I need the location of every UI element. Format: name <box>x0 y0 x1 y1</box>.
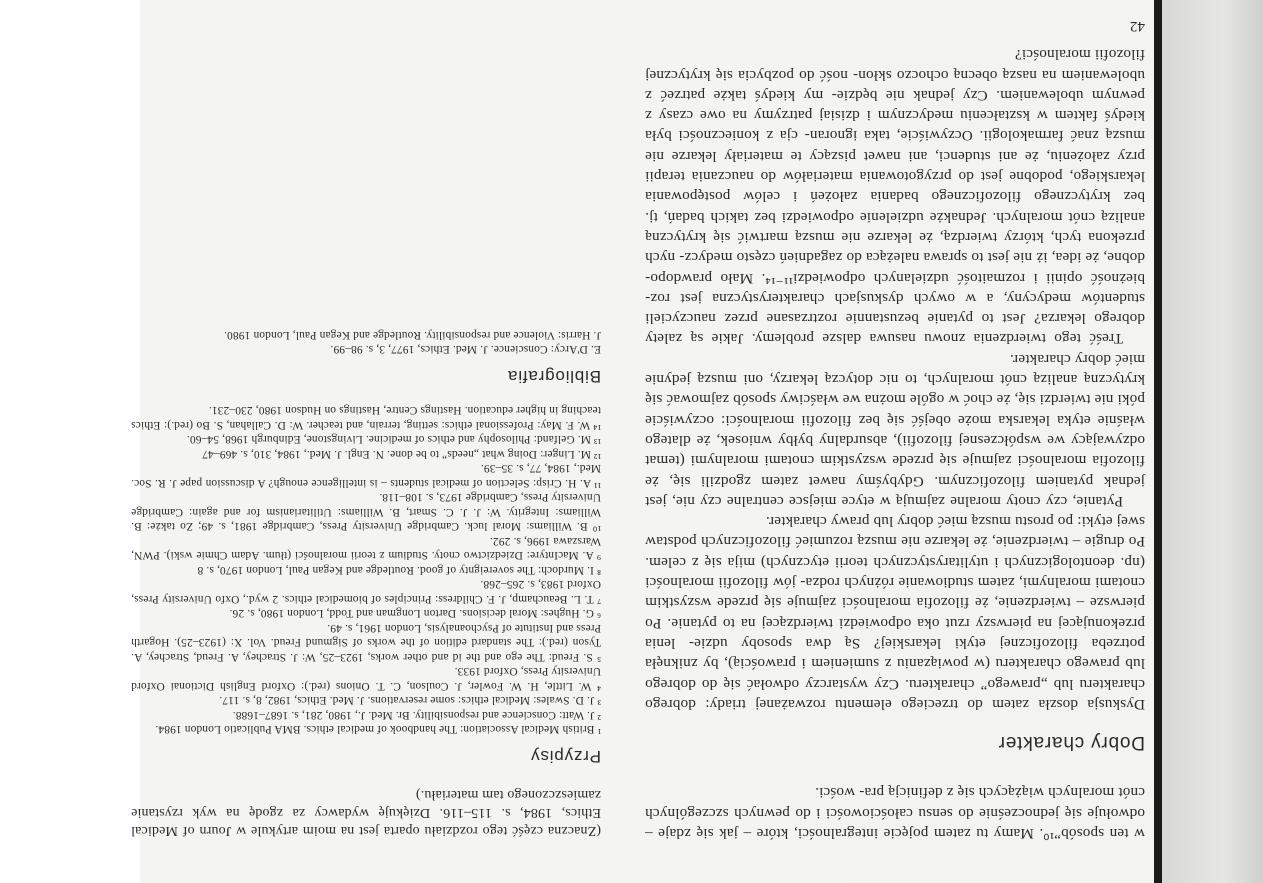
bibliography-entry: J. Harris: Violence and responsibility. Routledge and Kegan Paul, London 1980. <box>223 329 601 341</box>
footnote: ⁹ A. MacIntyre: Dziedzictwo cnoty. Studium z teorii moralności (tłum. Adam Chmie wski). PWN, Warszawa 1996, s. 292. <box>131 535 601 562</box>
bibliography-heading: Bibliografia <box>507 367 601 386</box>
notes-column <box>131 328 601 883</box>
footnote: ¹³ M. Gelfand: Philosophy and ethics of medicine. Livingstone, Edinburgh 1968, 54–60. <box>186 433 601 446</box>
continued-paragraph: w ten sposób”¹⁰. Mamy tu zatem pojęcie integralności, które – jak się zdaje – odwołuje się jednocześnie do sensu całościowości i do pewnych szczególnych cnót moralnych wiążących się z definicją pra- wości. <box>645 784 1145 842</box>
footnote: ¹⁰ B. Williams: Moral luck. Cambridge University Press, Cambridge 1981, s. 49; Zo także: B. Williams: Integrity. W: J. J. C. Smart, B. Williams: Utilitarianism for and again: Cambridge University Press, Cambridge 1973, s. 108–118. <box>131 491 601 533</box>
body-paragraph: Dyskusja doszła zatem do trzeciego elementu rozważanej triady: dobrego charakteru lub „prawego” charakteru. Czy wystarczy odwołać się do dobrego lub prawego charakteru (w powiązaniu z sumieniem i prawością), by zniknęła potrzeba filozoficznej etyki lekarskiej? Są dwa sposoby udzie- lenia przekonującej na pierwszy rzut oka odpowiedzi twierdzącej na to pytanie. Po pierwsze – twierdzenie, że filozofia moralności zajmuje się przede wszystkim cnotami moralnymi, zatem studiowanie różnych rodza- jów filozofii moralności (np. deontologicznych i utylitarystycznych teorii etycznych) mija się z celem. Po drugie – twierdzenie, że lekarze nie muszą rozumieć filozoficznych podstaw swej etyki: po prostu muszą mieć dobry lub prawy charakter. <box>645 513 1145 713</box>
footnote: ⁸ I. Murdoch: The sovereignty of good. Routledge and Kegan Paul, London 1970, s. 8 <box>197 564 601 576</box>
book-gutter-shadow <box>1154 0 1162 883</box>
body-paragraph: Pytanie, czy cnoty moralne zajmują w etyce miejsce centralne czy nie, jest jednak pytaniem filozoficznym. Gdybyśmy nawet zatem zgodzili się, że filozofia moralności zajmuje się przede wszystkim cnotami moralnymi (temat odzywający we współczesnej filozofii), absurdalny byłby wniosek, że dlatego właśnie etyka lekarska może obejść się bez filozofii moralności: oczywiście póki nie twierdzi się, że choć w ogóle można we właściwy sposób zajmować się krytyczną analizą cnót moralnych, to nic dotyczą lekarzy, oni muszą jedynie mieć dobry charakter. <box>645 350 1145 510</box>
page-number: 42 <box>1129 18 1145 35</box>
adjacent-page-edge <box>1161 0 1263 883</box>
footnote: ¹¹ A. H. Crisp: Selection of medical students – is intelligence enough? A discussion pape J. R. Soc. Med., 1984, 77, s. 35–39. <box>131 462 601 489</box>
section-heading: Dobry charakter <box>997 732 1145 754</box>
body-paragraph: Treść tego twierdzenia znowu nasuwa dalsze problemy. Jakie są zalety dobrego lekarza? Jest to pytanie bezustannie roztrzasane przez nauczycieli studentów medycyny, a w owych dyskusjach charakterystyczna jest roz- bieżność opinii i rozmaitość udzielanych odpowiedzi¹¹⁻¹⁴. Mało prawdopo- dobne, że idea, iż nie jest to sprawa należąca do zagadnień często medycz- nych przekona tych, którzy twierdzą, że lekarze nie muszą martwić się krytyczną analizą cnót moralnych. Jednakże udzielenie odpowiedzi bez takich badań, tj. bez krytycznego filozoficznego badania założeń i celów postępowania lekarskiego, podobne jest do przygotowania materiałów do nauczania terapii przy założeniu, że ani studenci, ani nawet piszący te materiały lekarze nie muszą znać farmakologii. Oczywiście, taka ignoran- cja z konieczności była kiedyś faktem w kształceniu medycznym i dzisiaj patrzymy na owe czasy z pewnym ubolewaniem. Czy jednak nie będzie- my kiedyś także patrzeć z ubolewaniem na naszą obecną ochoczo skłon- ność do pozbycia się krytycznej filozofii moralności? <box>645 46 1145 348</box>
main-text-column <box>645 16 1145 883</box>
chapter-source-note: (Znaczna część tego rozdziału oparta jest na moim artykule w Journ of Medical Ethics, 1984, s. 115–116. Dziękuję wydawcy za zgodę na wyk rzystanie zamieszczonego tam materiału.) <box>131 787 601 838</box>
footnote: ¹ British Medical Association: The handbook of medical ethics. BMA Publicatio London 1984. <box>155 723 601 736</box>
bibliography-entry: E. D'Arcy: Conscience. J. Med. Ethics, 1977, 3, s. 98–99. <box>330 343 601 356</box>
footnote: ³ J. D. Swales: Medical ethics: some reservations. J. Med. Ethics, 1982, 8, s. 117. <box>219 694 601 707</box>
footnote: ⁴ W. Little, H. W. Fowler, J. Coulson, C. T. Onions (red.): Oxford English Dictionai Oxford University Press, Oxford 1933. <box>131 665 601 692</box>
footnote: ⁵ S. Freud: The ego and the id and other works, 1923–25, W: J. Strachey, A. Freud, Strachey, A. Tyson (red.): The standard edition of the works of Sigmund Freud. Vol. X: (1923–25). Hogarth Press and Institute of Psychoanalysis, London 1961, s. 49. <box>131 622 601 663</box>
footnote: ⁶ G. Hughes: Moral decisions. Darton Longman and Todd, London 1980, s. 26. <box>229 607 601 620</box>
footnote-list <box>131 403 601 737</box>
footnote: ² J. Watt: Conscience and responsibility. Br. Med. J., 1980, 281, s. 1687–1688. <box>232 709 601 721</box>
footnotes-heading: Przypisy <box>530 747 601 766</box>
footnote: ¹⁴ W. F. May: Professional ethics: setting, terrain, and teacher. W: D. Callahan, S. Bo (red.): Ethics teaching in higher education. Hastings Centre, Hastings on Hudson 1980, 230–231. <box>131 404 601 431</box>
footnote: ⁷ T. L. Beauchamp, J. F. Childress: Principles of biomedical ethics. 2 wyd., Oxfo University Press, Oxford 1983, s. 265–268. <box>131 578 601 605</box>
footnote: ¹² M. Linger: Doing what „needs” to be done. N. Engl. J. Med., 1984, 310, s. 469–47 <box>202 448 601 460</box>
